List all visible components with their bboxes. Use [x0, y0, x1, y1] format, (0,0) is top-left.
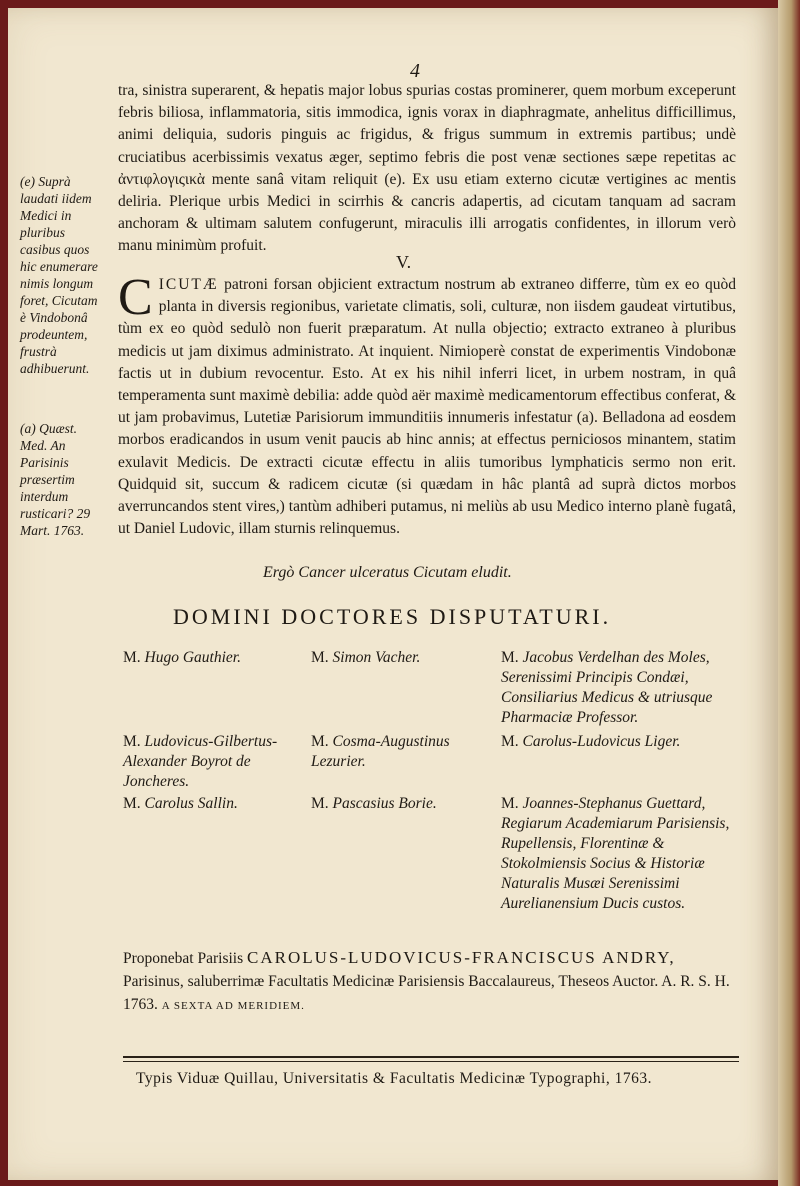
- paragraph-2-text: patroni forsan objicient extractum nostrum ab extraneo differre, tùm ex eo quòd planta in diversis regionibus, varietate climatis, soli, culturæ, non iisdem gaudeat virtutibus, tùm ex eo quòd sedulò non fuerit præparatum. At nulla objectio; extracto extraneo à pluribus medicis ut jam diximus administrato. At inquient. Nimioperè constat de experimentis Vindobonæ factis ut in dubium revocentur. Esto. At ex his nihil inferri licet, in urbem nostram, in quâ temperamenta sunt maximè debilia: adde quòd aër maximè medicamentorum effectibus conferat, & ut jam probavimus, Lutetiæ Parisiorum immunditiis innumeris infestatur (a). Belladona ad eosdem morbos eradicandos in usum venit paucis ab hinc annis; at effectus perniciosos minantem, statim exulavit Medicis. De extracti cicutæ effectu in aliis tumoribus lymphaticis sermo non erit. Quidquid sit, succum & radicem cicutæ (si quædam in hâc plantâ ad suprà dictos morbos averruncandos stent vires,) tantùm adhiberi putamus, ni meliùs ab usu Medico interno planè fugatâ, ut Daniel Ludovic, illam sturnis relinquemus.: [118, 276, 736, 538]
- doctores-heading: DOMINI DOCTORES DISPUTATURI.: [173, 604, 612, 629]
- doctor-entry: M. Ludovicus-Gilbertus-Alexander Boyrot de Joncheres.: [123, 733, 278, 790]
- doctor-entry: M. Carolus Sallin.: [123, 795, 238, 812]
- doctor-entry: M. Jacobus Verdelhan des Moles, Serenissimi Principis Condæi, Consiliarius Medicus & utriusque Pharmaciæ Professor.: [501, 649, 713, 726]
- dropcap-letter: C: [118, 269, 153, 326]
- margin-note-e: (e) Suprà laudati iidem Medici in pluribus casibus quos hic enumerare nimis longum foret, Cicutam è Vindobonâ prodeuntem, frustrà adhibuerunt.: [20, 174, 98, 376]
- doctor-entry: M. Simon Vacher.: [311, 649, 421, 666]
- defense-intro: Proponebat Parisiis: [123, 950, 244, 967]
- book-binding-edge: [778, 0, 800, 1186]
- document-page: [8, 8, 778, 1180]
- divider-thick: [123, 1056, 739, 1058]
- defense-statement: [123, 946, 739, 1018]
- paragraph-1: tra, sinistra superarent, & hepatis major lobus spurias costas prominerer, quem morbum exceperunt febris biliosa, inflammatoria, sitis immodica, ignis vorax in diaphragmate, anhelitus difficillimus, animi deliquia, sudoris pinguis ac frigidus, & frigus summum in extremis partibus; undè cruciatibus acerbissimis vexatus æger, septimo febris die post venæ sectiones sæpe repetitas ac ἀντιφλογιςικὰ mente sanâ vitam reliquit (e). Ex usu etiam externo cicutæ vertigines ac mentis deliria. Plerique urbis Medici in scirrhis & cancris adapertis, ad cicutam tanquam ad sacram anchoram & ultimam salutem confugerunt, miraculis illi arrogatis confidentes, in illorum verò manu minimùm profuit.: [118, 82, 736, 255]
- margin-note-a: (a) Quæst. Med. An Parisinis præsertim interdum rusticari? 29 Mart. 1763.: [20, 421, 91, 538]
- defense-details: Parisinus, saluberrimæ Facultatis Medicinæ Parisiensis Baccalaureus, Theseos Auctor. A. R. S. H. 1763.: [123, 973, 730, 1013]
- divider-thin: [123, 1061, 739, 1062]
- doctor-entry: M. Joannes-Stephanus Guettard, Regiarum Academiarum Parisiensis, Rupellensis, Florentinæ & Stokolmiensis Socius & Historiæ Naturalis Musæi Serenissimi Aurelianensium Ducis custos.: [501, 795, 730, 912]
- author-name: CAROLUS-LUDOVICUS-FRANCISCUS ANDRY,: [247, 948, 676, 967]
- page-number: 4: [410, 60, 420, 82]
- doctor-entry: M. Hugo Gauthier.: [123, 649, 241, 666]
- paragraph-2-lead: ICUTÆ: [158, 276, 219, 293]
- section-mark: V.: [396, 252, 412, 272]
- paragraph-2: [118, 269, 736, 540]
- doctor-entry: M. Pascasius Borie.: [311, 795, 437, 812]
- doctor-entry: M. Cosma-Augustinus Lezurier.: [311, 733, 450, 770]
- conclusion-line: Ergò Cancer ulceratus Cicutam eludit.: [263, 564, 512, 581]
- printer-imprint: Typis Viduæ Quillau, Universitatis & Facultatis Medicinæ Typographi, 1763.: [136, 1070, 652, 1087]
- doctor-entry: M. Carolus-Ludovicus Liger.: [501, 733, 681, 750]
- defense-time: A SEXTA AD MERIDIEM.: [161, 1000, 305, 1012]
